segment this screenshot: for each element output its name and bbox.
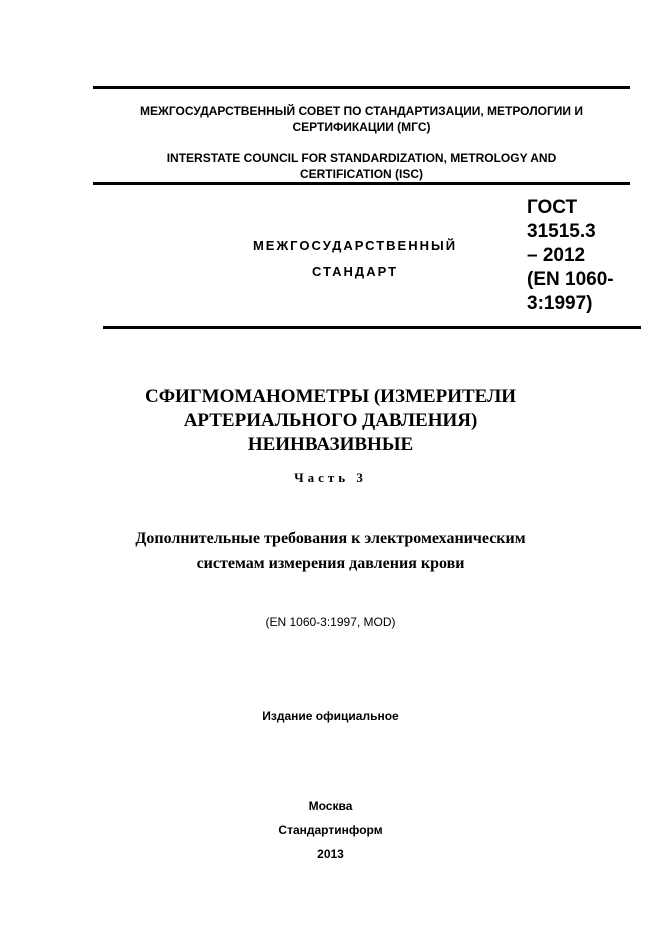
- council-ru-line: МЕЖГОСУДАРСТВЕННЫЙ СОВЕТ ПО СТАНДАРТИЗАЦИИ, МЕТРОЛОГИИ И: [140, 104, 583, 118]
- standard-type-line: СТАНДАРТ: [311, 264, 399, 279]
- council-en-line: INTERSTATE COUNCIL FOR STANDARDIZATION, METROLOGY AND: [166, 151, 557, 165]
- subtitle-line: Дополнительные требования к электромеханическим: [135, 530, 526, 547]
- standard-type: [200, 233, 510, 285]
- title-line: АРТЕРИАЛЬНОГО ДАВЛЕНИЯ): [183, 410, 478, 431]
- edition-label: Издание официальное: [262, 709, 399, 723]
- council-en-line: CERTIFICATION (ISC): [299, 167, 424, 181]
- council-ru-line: СЕРТИФИКАЦИИ (МГС): [292, 120, 431, 134]
- bottom-rule: [103, 326, 641, 329]
- designation-line: – 2012: [527, 245, 586, 266]
- designation-line: (EN 1060-: [527, 269, 614, 290]
- standard-designation: [527, 196, 614, 316]
- middle-rule: [93, 182, 630, 185]
- subtitle-line: системам измерения давления крови: [196, 555, 465, 572]
- imprint-city: Москва: [308, 799, 353, 813]
- council-name-en: [93, 150, 630, 182]
- document-subtitle: [0, 526, 661, 576]
- designation-line: ГОСТ: [527, 197, 578, 218]
- part-number: Часть 3: [294, 470, 367, 485]
- designation-line: 3:1997): [527, 293, 593, 314]
- imprint-publisher: Стандартинформ: [278, 823, 383, 837]
- designation-line: 31515.3: [527, 221, 596, 242]
- top-rule: [93, 86, 630, 89]
- standard-type-line: МЕЖГОСУДАРСТВЕННЫЙ: [252, 238, 458, 253]
- reference-standard: (EN 1060-3:1997, MOD): [265, 615, 396, 629]
- document-title: [0, 385, 661, 457]
- imprint-year: 2013: [317, 847, 344, 861]
- council-name-ru: [93, 103, 630, 135]
- title-line: НЕИНВАЗИВНЫЕ: [247, 434, 414, 455]
- title-line: СФИГМОМАНОМЕТРЫ (ИЗМЕРИТЕЛИ: [144, 386, 517, 407]
